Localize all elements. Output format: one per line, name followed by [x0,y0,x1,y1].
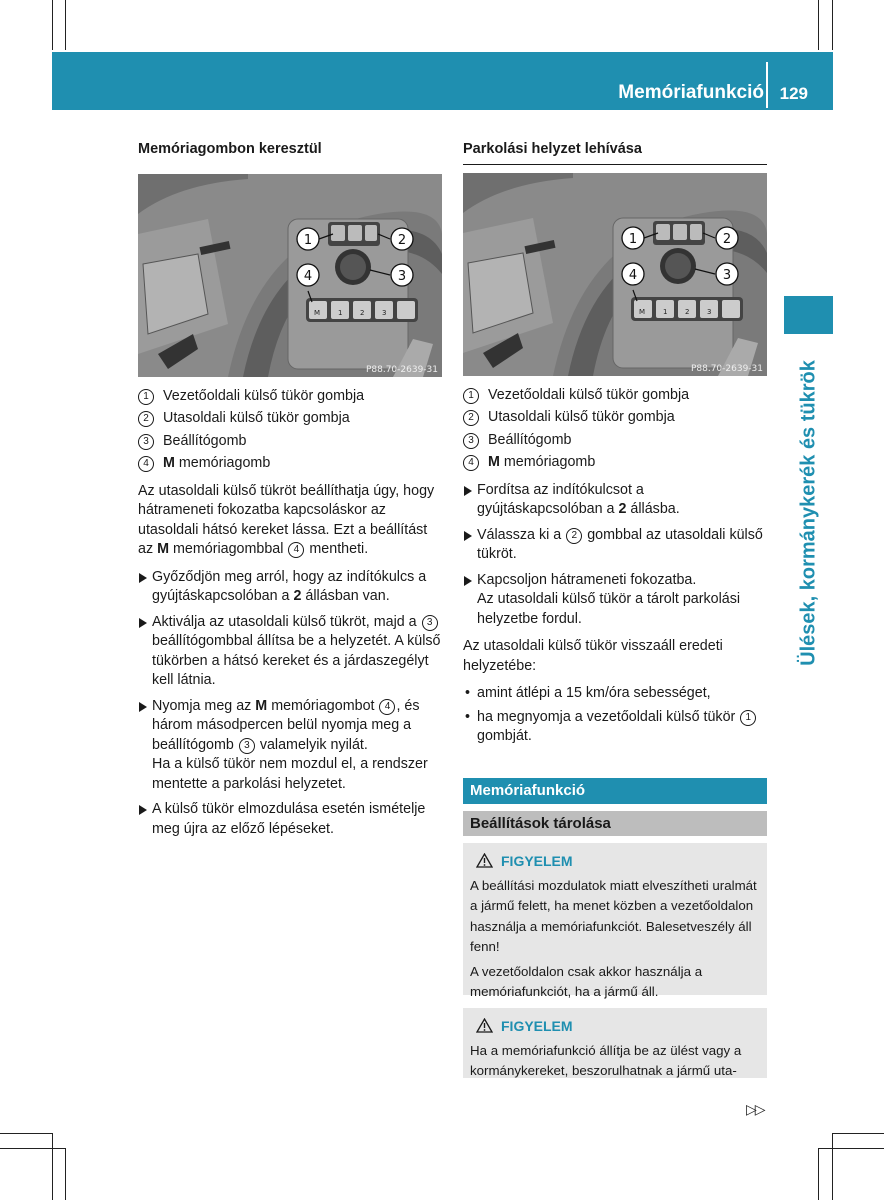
svg-text:2: 2 [685,307,690,316]
svg-text:1: 1 [338,308,343,317]
svg-text:1: 1 [663,307,668,316]
header-separator [766,62,768,108]
step-text: Válassza ki a [477,526,566,543]
crop-mark-br-h2 [818,1148,884,1149]
svg-text:4: 4 [303,268,313,284]
bullet-text: ha megnyomja a vezetőoldali külső tükör [477,708,740,725]
header-title: Memóriafunkció [618,82,764,103]
step-text: valamelyik nyilát. [255,736,368,753]
warning-triangle-icon [476,1018,493,1033]
left-intro [138,482,442,560]
svg-text:4: 4 [628,267,638,283]
svg-text:3: 3 [397,268,407,284]
legend-item [463,386,767,406]
step-text: Fordítsa az indítókulcsot a gyújtáskapcsolóban a [477,481,644,517]
legend-item [463,453,767,473]
continue-arrows-icon: ▷▷ [746,1101,764,1117]
callout-number: 3 [138,434,154,450]
step-item [463,526,767,565]
step-text: gombbal az utasoldali külső tükröt. [477,526,763,562]
warning-title: FIGYELEM [501,1018,573,1034]
left-column [138,140,442,847]
callout-number: 2 [566,528,582,544]
warning-triangle-icon [476,853,493,868]
callout-number: 2 [138,411,154,427]
step-item [138,613,442,691]
legend-text: Vezetőoldali külső tükör gombja [163,387,365,404]
intro-bold: M [157,541,169,557]
step-bold: 2 [293,588,302,604]
left-steps [138,568,442,840]
return-text: Az utasoldali külső tükör visszaáll eredeti helyzetébe: [463,638,723,674]
step-text: Kapcsoljon hátrameneti fokozatba. [477,571,697,588]
step-item [463,481,767,520]
legend-text: memóriagomb [174,455,271,471]
legend-text: Beállítógomb [163,432,247,449]
step-result: Az utasoldali külső tükör a tárolt parkolási helyzetbe fordul. [477,591,741,627]
step-text: memóriagombot [267,697,379,714]
crop-mark-bl-h [0,1133,52,1134]
svg-text:1: 1 [628,231,638,247]
callout-number: 4 [379,699,395,715]
crop-mark-br-h [832,1133,884,1134]
bullet-item: • amint átlépi a 15 km/óra sebességet, [463,684,767,704]
step-item [138,800,442,839]
right-steps [463,481,767,630]
steering-wheel-illustration [463,173,767,376]
warning-text: A beállítási mozdulatok miatt elveszítheti uralmát a jármű felett, ha menet közben a vezetőoldalon használja a memóriafunkciót. Balesetveszély áll fenn! [470,877,757,954]
figure-code: P88.70-2639-31 [365,364,438,375]
side-tab-marker [784,296,833,334]
callout-number: 3 [463,433,479,449]
step-text: állásban van. [301,588,390,604]
svg-text:3: 3 [382,308,387,317]
crop-mark-tl-v [52,0,53,50]
warning-title: FIGYELEM [501,853,573,869]
callout-number: 4 [138,456,154,472]
right-legend [463,386,767,473]
legend-text: Vezetőoldali külső tükör gombja [488,386,690,403]
warning-box [463,1008,767,1078]
return-bullets [463,684,767,747]
step-result: Ha a külső tükör nem mozdul el, a rendszer mentette a parkolási helyzetet. [152,756,428,792]
section-title: Memóriafunkció [463,778,767,804]
svg-text:M: M [314,308,321,317]
step-item [138,697,442,795]
svg-text:M: M [639,307,646,316]
bullet-item [463,708,767,747]
callout-number: 1 [463,388,479,404]
step-item [138,568,442,607]
legend-item [138,409,442,429]
subsection-title: Beállítások tárolása [463,811,767,836]
crop-mark-tl-v2 [65,0,66,50]
intro-text: mentheti. [305,541,369,557]
callout-number: 4 [463,455,479,471]
intro-text: memóriagombbal [169,541,288,557]
step-text: , és három másodpercen belül nyomja meg a beállítógomb [152,697,420,753]
crop-mark-br-v2 [832,1133,833,1200]
left-heading: Memóriagombon keresztül [138,141,322,157]
step-bold: M [255,697,268,714]
svg-text:1: 1 [303,232,313,248]
left-legend [138,387,442,474]
warning-box [463,843,767,999]
callout-number: 3 [422,615,438,631]
left-figure [138,174,442,377]
crop-mark-br-v [818,1148,819,1200]
svg-text:2: 2 [722,231,732,247]
step-text: állásba. [626,501,680,517]
callout-number: 1 [138,389,154,405]
callout-number: 3 [239,738,255,754]
right-column [463,140,767,751]
crop-mark-bl-v2 [65,1148,66,1200]
step-text: Nyomja meg az [152,697,256,714]
legend-item [138,387,442,407]
legend-item [138,432,442,452]
figure-code: P88.70-2639-31 [690,363,763,374]
crop-mark-tr-v [818,0,819,50]
legend-text: Utasoldali külső tükör gombja [488,409,675,425]
step-text: Győződjön meg arról, hogy az indítókulcs a gyújtáskapcsolóban a [152,568,427,604]
step-item [463,571,767,630]
warning-text: A vezetőoldalon csak akkor használja a memóriafunkciót, ha a jármű áll. [470,963,703,999]
callout-number: 1 [740,710,756,726]
warning-text: Ha a memóriafunkció állítja be az ülést vagy a kormánykereket, beszorulhatnak a jármű uta- [470,1042,742,1078]
page-number: 129 [779,84,808,103]
legend-text: memóriagomb [499,454,596,470]
right-heading: Parkolási helyzet lehívása [463,140,767,165]
crop-mark-bl-v [52,1133,53,1200]
warning-header [470,851,760,873]
legend-bold: M [163,455,175,471]
callout-number: 2 [463,410,479,426]
svg-text:2: 2 [360,308,365,317]
bullet-text: gombját. [477,728,532,744]
step-text: A külső tükör elmozdulása esetén ismételje meg újra az előző lépéseket. [152,801,426,837]
legend-bold: M [488,454,500,470]
steering-wheel-illustration [138,174,442,377]
legend-text: Utasoldali külső tükör gombja [163,410,350,426]
svg-text:3: 3 [707,307,712,316]
crop-mark-tr-v2 [832,0,833,50]
svg-text:2: 2 [397,232,407,248]
legend-item [463,408,767,428]
crop-mark-bl-h2 [0,1148,65,1149]
legend-text: Beállítógomb [488,431,572,448]
warning-header [470,1016,760,1038]
legend-item [463,431,767,451]
step-text: Aktiválja az utasoldali külső tükröt, majd a [152,613,421,630]
right-figure [463,173,767,376]
callout-number: 4 [288,542,304,558]
legend-item [138,454,442,474]
intro-text: Az utasoldali külső tükröt beállíthatja úgy, hogy hátrameneti fokozatba kapcsoláskor az utasoldali hátsó kereket lássa. Ezt a beállítást az [138,482,435,557]
step-bold: 2 [618,501,627,517]
step-text: beállítógombbal állítsa be a helyzetét. A külső tükörben a hátsó kereket és a járdaszegélyt kell látnia. [152,633,441,688]
side-tab-label: Ülések, kormánykerék és tükrök [797,360,820,666]
svg-text:3: 3 [722,267,732,283]
